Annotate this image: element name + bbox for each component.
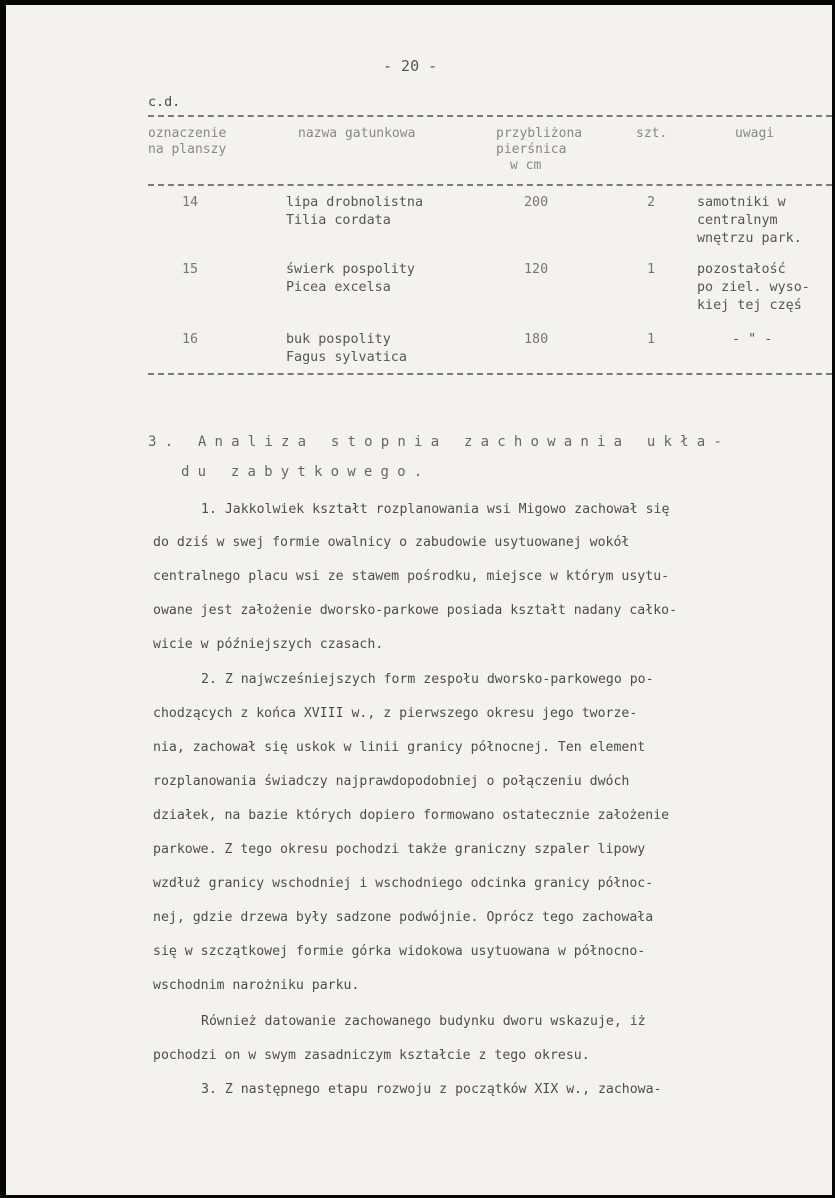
header-col-designation [148, 126, 226, 158]
paragraph-line: do dziś w swej formie owalnicy o zabudowie usytuowanej wokół [153, 535, 630, 550]
row-species-line: lipa drobnolistna [286, 195, 424, 210]
row-notes-line: wnętrzu park. [697, 231, 802, 246]
header-col-designation-line: na planszy [148, 142, 227, 157]
table-header-rule [148, 184, 832, 186]
paragraph-line: rozplanowania świadczy najprawdopodobniej o połączeniu dwóch [153, 774, 630, 789]
paragraph-line: 3. Z następnego etapu rozwoju z początków XIX w., zachowa- [201, 1082, 662, 1097]
row-notes-line: po ziel. wyso- [697, 280, 810, 295]
row-designation: 15 [182, 262, 199, 277]
header-col-circumference-line: w cm [510, 158, 542, 173]
row-species [286, 194, 423, 230]
paragraph-line: wzdłuż granicy wschodniej i wschodniego odcinka granicy północ- [153, 876, 654, 891]
header-col-circumference-line: pierśnica [496, 142, 567, 157]
row-circumference: 200 [524, 195, 549, 210]
row-notes-line: kiej tej częś [697, 298, 802, 313]
header-col-quantity [636, 126, 667, 142]
paragraph-line: się w szczątkowej formie górka widokowa usytuowana w północno- [153, 944, 646, 959]
row-quantity: 2 [647, 195, 656, 210]
header-col-species [298, 126, 415, 142]
row-species-line: Picea excelsa [286, 280, 391, 295]
section-heading-cont: du zabytkowego. [181, 464, 431, 480]
page-number: - 20 - [383, 57, 438, 75]
header-col-notes-line: uwagi [735, 126, 775, 141]
row-species-line: Fagus sylvatica [286, 350, 407, 365]
row-circumference: 180 [524, 332, 549, 347]
paragraph-line: działek, na bazie których dopiero formowano ostatecznie założenie [153, 808, 670, 823]
row-species-line: Tilia cordata [286, 213, 391, 228]
row-species [286, 261, 415, 297]
row-species-line: świerk pospolity [286, 262, 415, 277]
paragraph-line: Również datowanie zachowanego budynku dworu wskazuje, iż [201, 1014, 646, 1029]
header-col-notes [735, 126, 774, 142]
row-notes-line: - " - [732, 332, 773, 347]
row-quantity: 1 [647, 332, 656, 347]
header-col-species-line: nazwa gatunkowa [298, 126, 416, 141]
paragraph-line: pochodzi on w swym zasadniczym kształcie z tego okresu. [153, 1048, 590, 1063]
table-bottom-rule [148, 373, 832, 375]
row-designation: 14 [182, 195, 199, 210]
paragraph-line: 1. Jakkolwiek kształt rozplanowania wsi Migowo zachował się [201, 502, 670, 517]
row-quantity: 1 [647, 262, 656, 277]
row-species [286, 331, 407, 367]
row-notes-line: samotniki w [697, 195, 786, 210]
paragraph-line: nia, zachował się uskok w linii granicy północnej. Ten element [153, 740, 646, 755]
paragraph-line: centralnego placu wsi ze stawem pośrodku, miejsce w którym usytu- [153, 569, 670, 584]
row-notes [732, 331, 772, 349]
paragraph-line: owane jest założenie dworsko-parkowe posiada kształt nadany całko- [153, 603, 678, 618]
row-species-line: buk pospolity [286, 332, 391, 347]
row-designation: 16 [182, 332, 199, 347]
paragraph-line: parkowe. Z tego okresu pochodzi także graniczny szpaler lipowy [153, 842, 646, 857]
section-heading: 3. Analiza stopnia zachowania ukła- [148, 434, 731, 450]
paragraph-line: chodzących z końca XVIII w., z pierwszego okresu jego tworze- [153, 706, 638, 721]
row-notes [697, 194, 802, 248]
row-notes [697, 261, 810, 315]
paragraph-line: wschodnim narożniku parku. [153, 978, 360, 993]
row-notes-line: pozostałość [697, 262, 786, 277]
paragraph-line: nej, gdzie drzewa były sadzone podwójnie. Oprócz tego zachowała [153, 910, 654, 925]
row-circumference: 120 [524, 262, 549, 277]
header-col-quantity-line: szt. [636, 126, 668, 141]
continuation-label: c.d. [148, 95, 181, 110]
paragraph-line: 2. Z najwcześniejszych form zespołu dworsko-parkowego po- [201, 672, 654, 687]
document-page [6, 5, 832, 1195]
table-top-rule [148, 115, 832, 117]
header-col-circumference [496, 126, 582, 174]
row-notes-line: centralnym [697, 213, 778, 228]
paragraph-line: wicie w późniejszych czasach. [153, 637, 384, 652]
header-col-designation-line: oznaczenie [148, 126, 227, 141]
header-col-circumference-line: przybliżona [496, 126, 583, 141]
